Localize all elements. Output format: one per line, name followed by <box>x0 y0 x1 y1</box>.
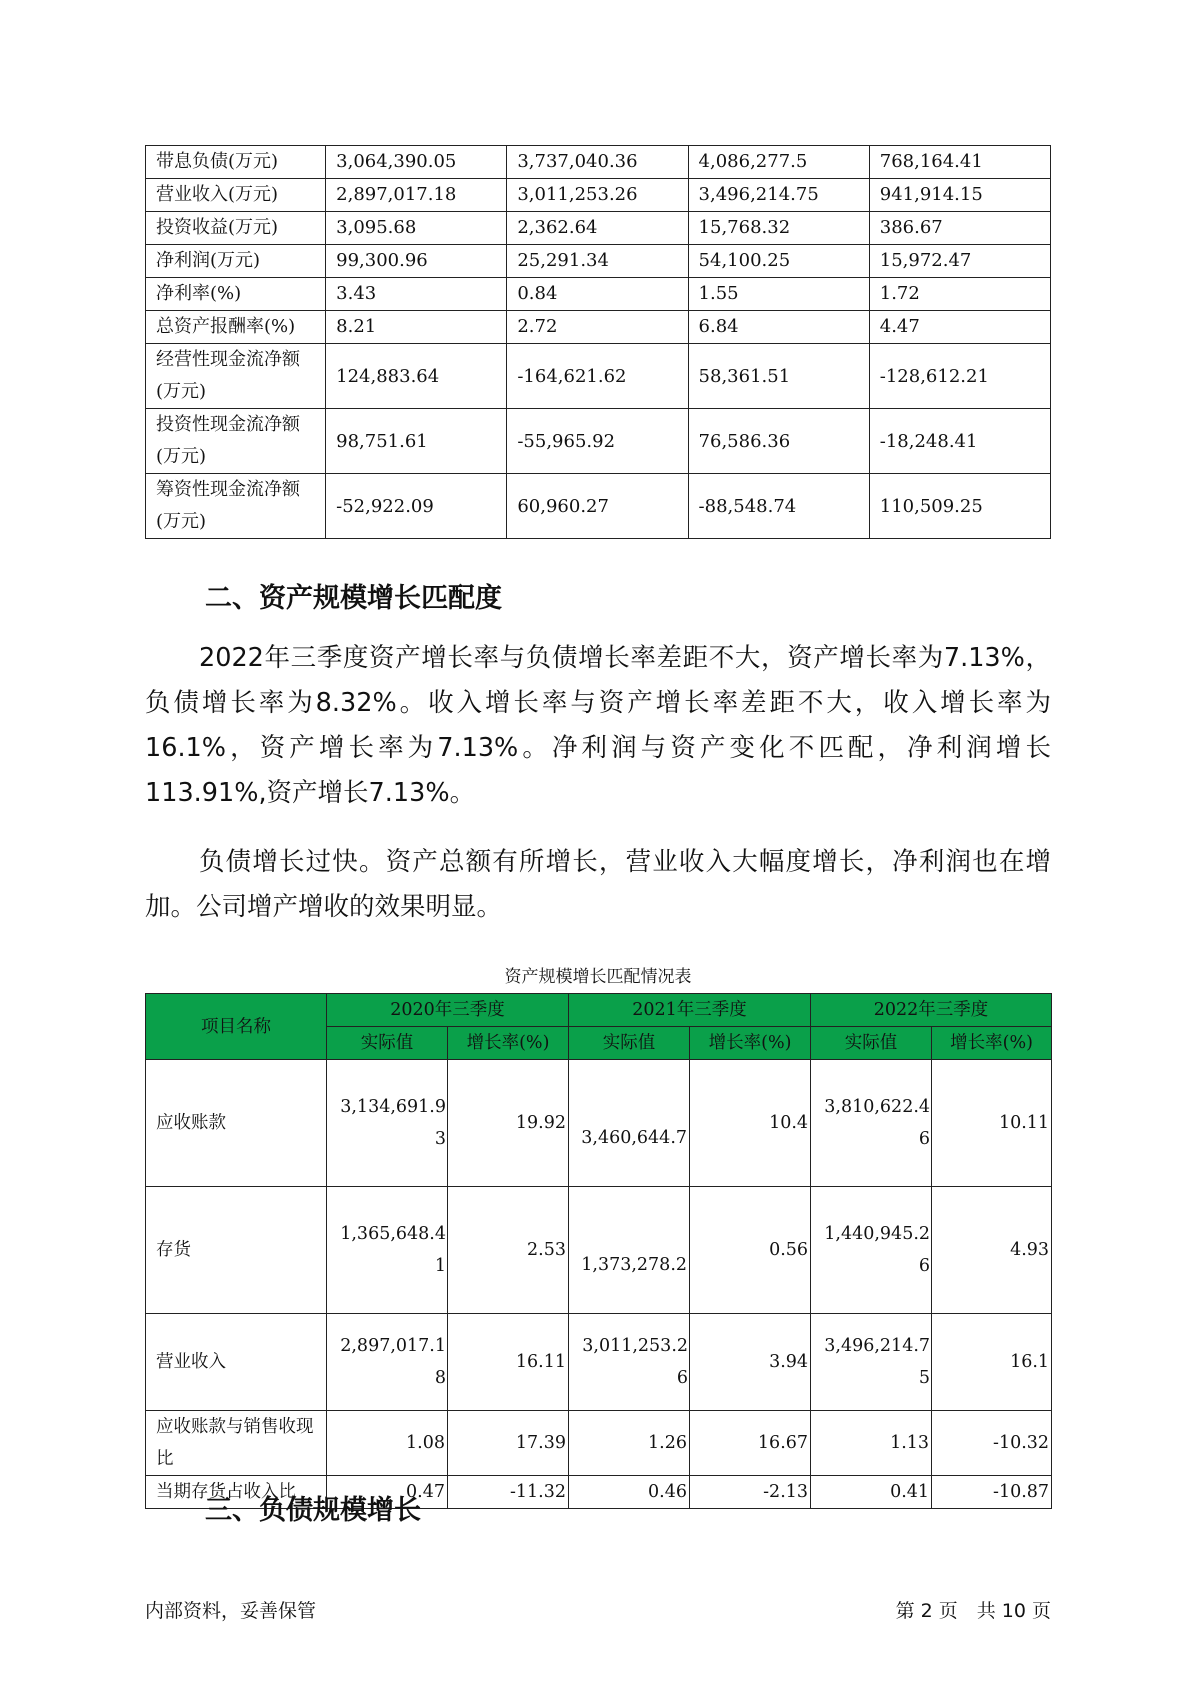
table-row <box>146 146 1051 179</box>
column-header: 2021年三季度 <box>569 994 811 1027</box>
table-row <box>146 1187 1052 1314</box>
column-header: 增长率(%) <box>690 1027 811 1060</box>
table-cell: -11.32 <box>448 1476 569 1509</box>
table-cell: 941,914.15 <box>869 179 1050 212</box>
row-label: 应收账款与销售收现比 <box>146 1411 327 1476</box>
table-cell: 16.67 <box>690 1411 811 1476</box>
row-label: 存货 <box>146 1187 327 1314</box>
table-cell: -2.13 <box>690 1476 811 1509</box>
table-cell: 768,164.41 <box>869 146 1050 179</box>
table-row <box>146 344 1051 409</box>
financial-indicators-table <box>145 145 1051 539</box>
table-cell: -10.87 <box>932 1476 1052 1509</box>
table-cell: 3,810,622.46 <box>811 1060 932 1187</box>
table-cell: -52,922.09 <box>326 474 507 539</box>
table-row <box>146 179 1051 212</box>
table-cell: 0.47 <box>327 1476 448 1509</box>
paragraph: 负债增长过快。资产总额有所增长，营业收入大幅度增长，净利润也在增加。公司增产增收的效果明显。 <box>145 847 1051 922</box>
table-cell: 0.84 <box>507 278 688 311</box>
table-row <box>146 1411 1052 1476</box>
table-cell: 3,134,691.93 <box>327 1060 448 1187</box>
table-cell: 1.72 <box>869 278 1050 311</box>
table-cell: 98,751.61 <box>326 409 507 474</box>
table-row <box>146 245 1051 278</box>
table-cell: 2.53 <box>448 1187 569 1314</box>
table-cell: 17.39 <box>448 1411 569 1476</box>
row-label: 投资性现金流净额(万元) <box>146 409 326 474</box>
row-label: 当期存货占收入比 <box>146 1476 327 1509</box>
table-cell: 2,362.64 <box>507 212 688 245</box>
row-label: 营业收入(万元) <box>146 179 326 212</box>
table-cell: 3,011,253.26 <box>507 179 688 212</box>
table-cell: 16.1 <box>932 1314 1052 1411</box>
table-cell: 25,291.34 <box>507 245 688 278</box>
table-cell: 3,064,390.05 <box>326 146 507 179</box>
row-label: 营业收入 <box>146 1314 327 1411</box>
table-cell: 1.08 <box>327 1411 448 1476</box>
table-row <box>146 474 1051 539</box>
column-header: 增长率(%) <box>448 1027 569 1060</box>
table-row <box>146 409 1051 474</box>
table-cell: 0.46 <box>569 1476 690 1509</box>
table-cell: 10.4 <box>690 1060 811 1187</box>
table-cell: 3,095.68 <box>326 212 507 245</box>
table-row <box>146 212 1051 245</box>
table-cell: 0.56 <box>690 1187 811 1314</box>
table-row <box>146 278 1051 311</box>
table-cell: 1,365,648.41 <box>327 1187 448 1314</box>
table-cell: 3,460,644.7 <box>569 1060 690 1187</box>
table-cell: 124,883.64 <box>326 344 507 409</box>
section-heading: 三、负债规模增长 <box>205 1495 421 1526</box>
row-label: 总资产报酬率(%) <box>146 311 326 344</box>
table-cell: -18,248.41 <box>869 409 1050 474</box>
table-cell: 58,361.51 <box>688 344 869 409</box>
column-header: 实际值 <box>569 1027 690 1060</box>
row-label: 净利润(万元) <box>146 245 326 278</box>
table-cell: 3,496,214.75 <box>811 1314 932 1411</box>
table-cell: 1,440,945.26 <box>811 1187 932 1314</box>
table-cell: -10.32 <box>932 1411 1052 1476</box>
row-label: 投资收益(万元) <box>146 212 326 245</box>
paragraph: 2022年三季度资产增长率与负债增长率差距不大，资产增长率为7.13%，负债增长率为8.32%。收入增长率与资产增长率差距不大，收入增长率为16.1%，资产增长率为7.13%。净利润与资产变化不匹配，净利润增长113.91%,资产增长7.13%。 <box>145 643 1051 808</box>
table-row <box>146 311 1051 344</box>
table-cell: 99,300.96 <box>326 245 507 278</box>
table-cell: 4,086,277.5 <box>688 146 869 179</box>
table-cell: 3.43 <box>326 278 507 311</box>
table-cell: 60,960.27 <box>507 474 688 539</box>
table-cell: 3,737,040.36 <box>507 146 688 179</box>
table-cell: 3,496,214.75 <box>688 179 869 212</box>
table-cell: 4.47 <box>869 311 1050 344</box>
table-row <box>146 1314 1052 1411</box>
column-header: 增长率(%) <box>932 1027 1052 1060</box>
table-cell: -55,965.92 <box>507 409 688 474</box>
column-header: 2020年三季度 <box>327 994 569 1027</box>
asset-growth-matching-table <box>145 993 1052 1509</box>
table-cell: 3,011,253.26 <box>569 1314 690 1411</box>
table-cell: -128,612.21 <box>869 344 1050 409</box>
table-cell: 0.41 <box>811 1476 932 1509</box>
table-cell: 15,972.47 <box>869 245 1050 278</box>
footer-confidential-note: 内部资料，妥善保管 <box>145 1600 317 1622</box>
row-label: 筹资性现金流净额(万元) <box>146 474 326 539</box>
column-header: 项目名称 <box>146 994 327 1060</box>
table-cell: 76,586.36 <box>688 409 869 474</box>
section-heading: 二、资产规模增长匹配度 <box>205 583 502 614</box>
table-caption: 资产规模增长匹配情况表 <box>504 967 692 987</box>
table-cell: 3.94 <box>690 1314 811 1411</box>
table-header-row <box>146 994 1052 1027</box>
table-cell: 19.92 <box>448 1060 569 1187</box>
row-label: 带息负债(万元) <box>146 146 326 179</box>
table-cell: 386.67 <box>869 212 1050 245</box>
table-cell: -164,621.62 <box>507 344 688 409</box>
table-cell: 2,897,017.18 <box>327 1314 448 1411</box>
table-cell: 1.55 <box>688 278 869 311</box>
footer-page-number: 第 2 页 共 10 页 <box>895 1600 1051 1622</box>
table-cell: 6.84 <box>688 311 869 344</box>
column-header: 2022年三季度 <box>811 994 1052 1027</box>
table-cell: 16.11 <box>448 1314 569 1411</box>
table-cell: 15,768.32 <box>688 212 869 245</box>
table-cell: 1.26 <box>569 1411 690 1476</box>
column-header: 实际值 <box>327 1027 448 1060</box>
table-cell: 4.93 <box>932 1187 1052 1314</box>
table-cell: -88,548.74 <box>688 474 869 539</box>
table-cell: 110,509.25 <box>869 474 1050 539</box>
table-cell: 1,373,278.2 <box>569 1187 690 1314</box>
row-label: 应收账款 <box>146 1060 327 1187</box>
row-label: 经营性现金流净额(万元) <box>146 344 326 409</box>
table-cell: 54,100.25 <box>688 245 869 278</box>
table-row <box>146 1060 1052 1187</box>
table-cell: 10.11 <box>932 1060 1052 1187</box>
column-header: 实际值 <box>811 1027 932 1060</box>
table-cell: 2,897,017.18 <box>326 179 507 212</box>
row-label: 净利率(%) <box>146 278 326 311</box>
table-cell: 1.13 <box>811 1411 932 1476</box>
table-cell: 8.21 <box>326 311 507 344</box>
table-cell: 2.72 <box>507 311 688 344</box>
